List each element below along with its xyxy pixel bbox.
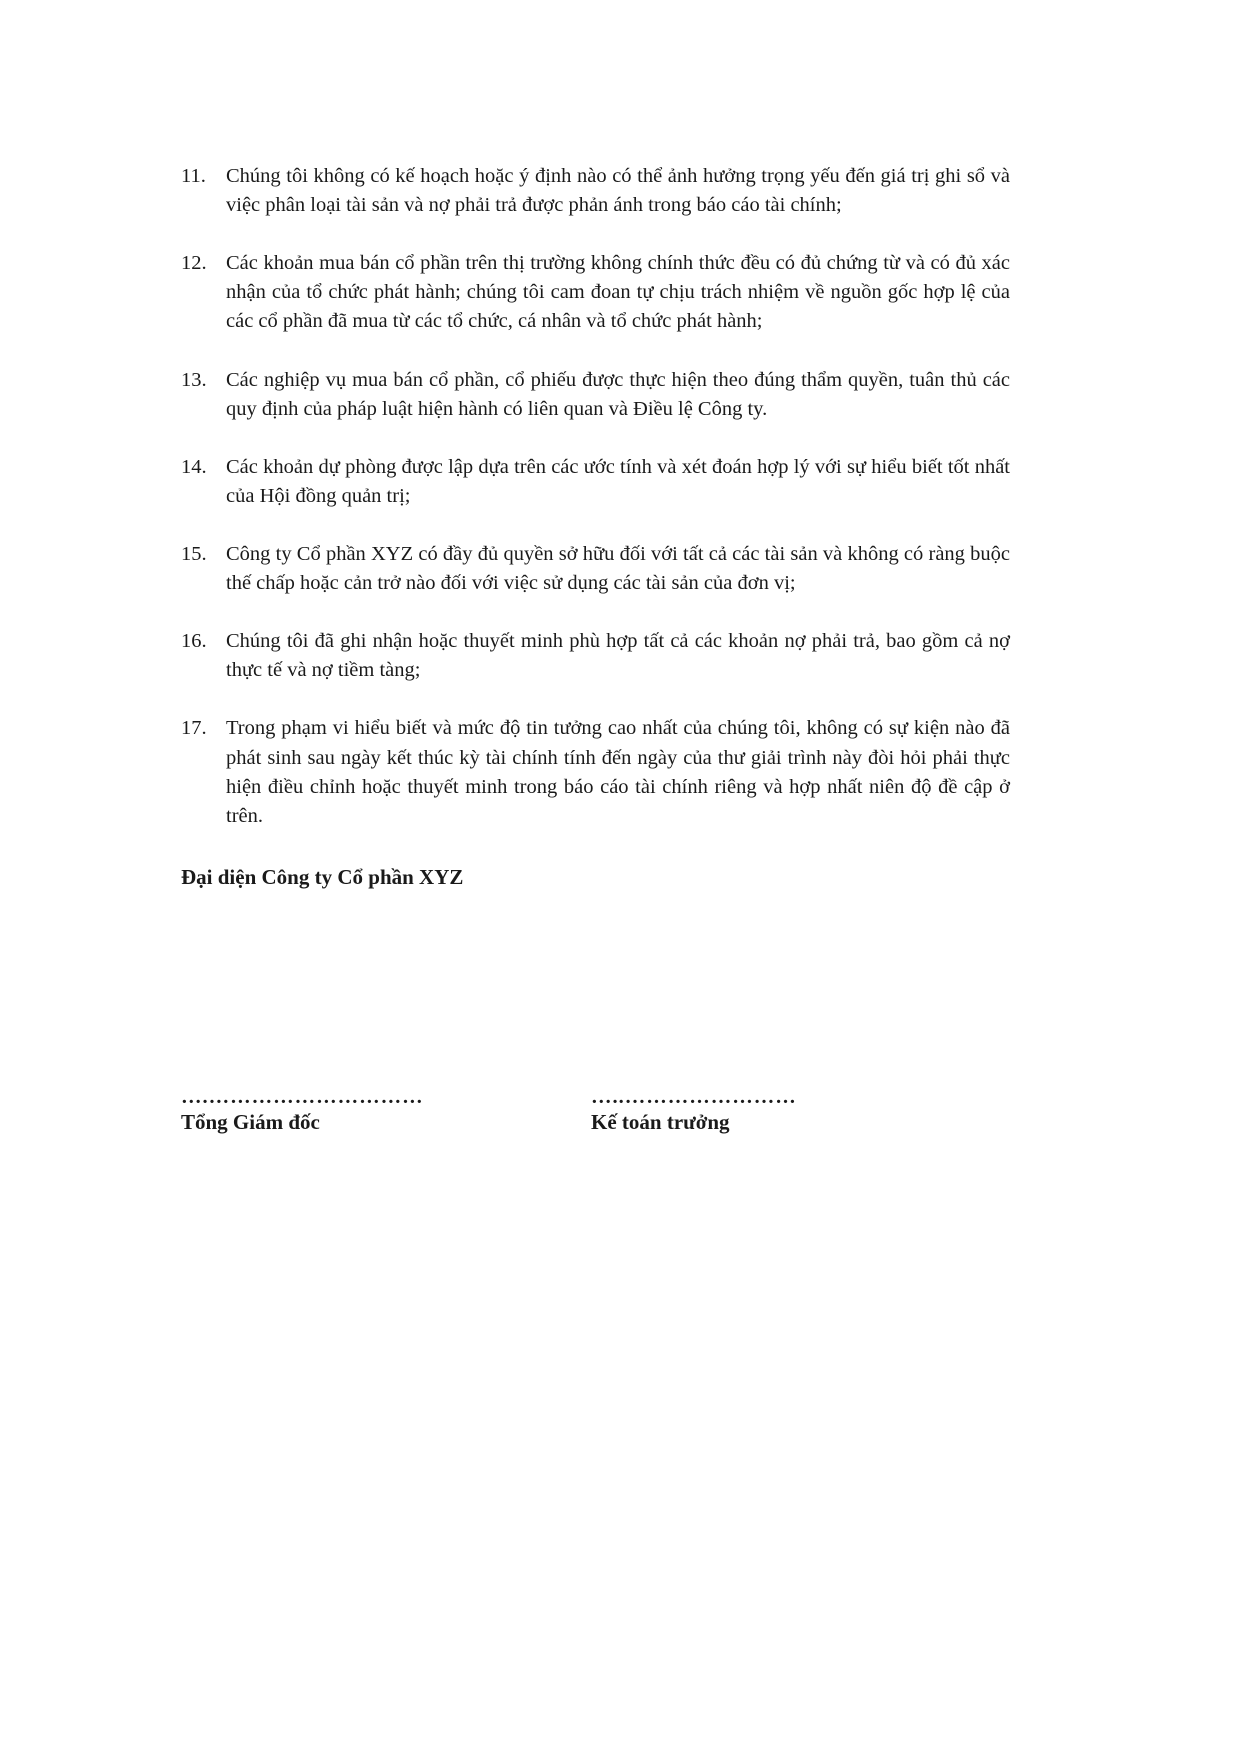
list-item bbox=[181, 162, 1010, 220]
item-text: Các khoản dự phòng được lập dựa trên các ước tính và xét đoán hợp lý với sự hiểu biết tốt nhất của Hội đồng quản trị; bbox=[226, 455, 1010, 507]
list-item bbox=[181, 249, 1010, 336]
item-number: 12. bbox=[181, 252, 207, 275]
item-text: Các nghiệp vụ mua bán cổ phần, cổ phiếu được thực hiện theo đúng thẩm quyền, tuân thủ các quy định của pháp luật hiện hành có liên quan và Điều lệ Công ty. bbox=[226, 368, 1010, 420]
signature-title: Kế toán trưởng bbox=[591, 1110, 730, 1135]
signature-dots: ….………………………… bbox=[181, 1085, 424, 1108]
signature-block-chief-accountant bbox=[591, 1086, 797, 1136]
item-number: 14. bbox=[181, 455, 207, 478]
item-number: 11. bbox=[181, 165, 206, 187]
list-item bbox=[181, 453, 1010, 511]
item-number: 16. bbox=[181, 630, 207, 653]
list-item bbox=[181, 540, 1010, 598]
item-text: Công ty Cổ phần XYZ có đầy đủ quyền sở hữu đối với tất cả các tài sản và không có ràng buộc thế chấp hoặc cản trở nào đối với việc sử dụng các tài sản của đơn vị; bbox=[226, 542, 1010, 595]
item-number: 17. bbox=[181, 717, 207, 740]
signature-dots: …..…………………… bbox=[591, 1085, 797, 1108]
signature-block-general-director bbox=[181, 1086, 591, 1136]
item-text: Chúng tôi không có kế hoạch hoặc ý định nào có thể ảnh hưởng trọng yếu đến giá trị ghi sổ và việc phân loại tài sản và nợ phải trả được phản ánh trong báo cáo tài chính; bbox=[226, 165, 1010, 217]
item-text: Trong phạm vi hiểu biết và mức độ tin tưởng cao nhất của chúng tôi, không có sự kiện nào đã phát sinh sau ngày kết thúc kỳ tài chính tính đến ngày của thư giải trình này đòi hỏi phải thực hiện điều chỉnh hoặc thuyết minh trong báo cáo tài chính riêng và hợp nhất niên độ đề cập ở trên. bbox=[226, 717, 1010, 827]
signature-row bbox=[181, 1086, 1010, 1136]
list-item bbox=[181, 627, 1010, 685]
list-item bbox=[181, 366, 1010, 424]
item-number: 13. bbox=[181, 368, 207, 391]
list-item bbox=[181, 714, 1010, 830]
item-text: Các khoản mua bán cổ phần trên thị trường không chính thức đều có đủ chứng từ và có đủ xác nhận của tổ chức phát hành; chúng tôi cam đoan tự chịu trách nhiệm về nguồn gốc hợp lệ của các cổ phần đã mua từ các tổ chức, cá nhân và tổ chức phát hành; bbox=[226, 252, 1010, 333]
item-number: 15. bbox=[181, 542, 207, 565]
signature-title: Tổng Giám đốc bbox=[181, 1110, 320, 1135]
item-text: Chúng tôi đã ghi nhận hoặc thuyết minh phù hợp tất cả các khoản nợ phải trả, bao gồm cả nợ thực tế và nợ tiềm tàng; bbox=[226, 630, 1010, 682]
representative-heading: Đại diện Công ty Cổ phần XYZ bbox=[181, 864, 464, 889]
